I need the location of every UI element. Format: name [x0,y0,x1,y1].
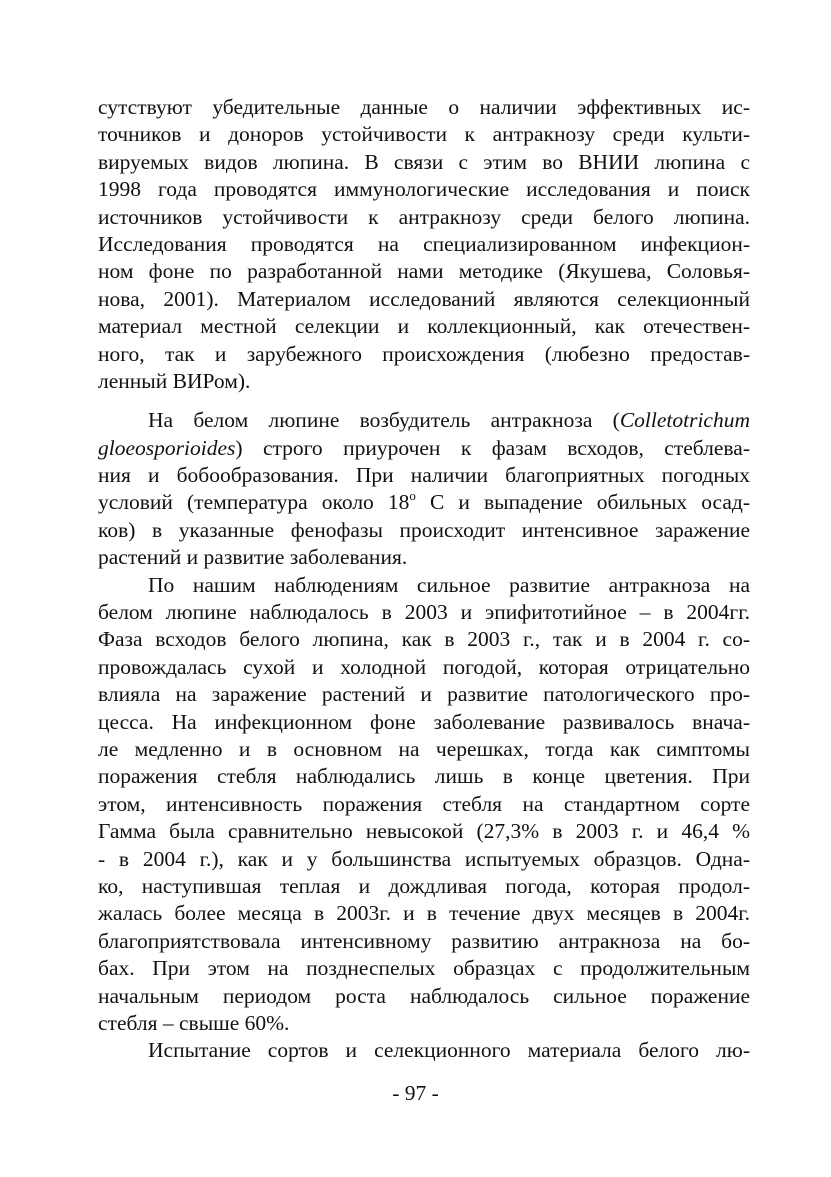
paragraph-4 [98,1037,750,1064]
text-line [98,435,750,462]
text-line: 1998 года проводятся иммунологические исследования и поиск [98,177,750,202]
text-line: бах. При этом на позднеспелых образцах с продолжительным [98,956,750,981]
text-line: влияла на заражение растений и развитие патологического про- [98,682,750,707]
text-line: ко, наступившая теплая и дождливая погода, которая продол- [98,873,750,898]
text-line: ном фоне по разработанной нами методике (Якушева, Соловья- [98,259,750,284]
text-line: поражения стебля наблюдались лишь в конце цветения. При [98,764,750,789]
text-line: провождалась сухой и холодной погодой, которая отрицательно [98,654,750,679]
text-line [98,407,750,434]
text-line: начальным периодом роста наблюдалось сильное поражение [98,983,750,1008]
paragraph-spacer [98,395,750,407]
text-line: жалась более месяца в 2003г. и в течение двух месяцев в 2004г. [98,901,750,926]
text-line: Испытание сортов и селекционного материала белого лю- [148,1038,750,1063]
body-text [98,94,750,1065]
text-line: сутствуют убедительные данные о наличии эффективных ис- [98,95,750,119]
text-line: Фаза всходов белого люпина, как в 2003 г., так и в 2004 г. со- [98,627,750,652]
paragraph-1 [98,94,750,395]
text-run: ) строго приурочен к фазам всходов, стеблева- [235,435,750,460]
text-line: этом, интенсивность поражения стебля на стандартном сорте [98,791,750,816]
text-line: - в 2004 г.), как и у большинства испытуемых образцов. Одна- [98,846,750,871]
text-run: условий (температура около 18 [98,490,410,515]
paragraph-3 [98,572,750,1038]
text-line: благоприятствовала интенсивному развитию антракноза на бо- [98,928,750,953]
text-line: растений и развитие заболевания. [98,545,408,570]
text-line: стебля – свыше 60%. [98,1010,290,1035]
text-line: По нашим наблюдениям сильное развитие антракноза на [148,572,750,597]
text-line: Исследования проводятся на специализированном инфекцион- [98,231,750,256]
text-line: ния и бобообразования. При наличии благоприятных погодных [98,463,750,488]
species-name-part: Colletotrichum [619,408,750,433]
text-line: ного, так и зарубежного происхождения (любезно предостав- [98,341,750,366]
species-name-part: gloeosporioides [98,435,236,460]
text-line: ле медленно и в основном на черешках, тогда как симптомы [98,736,750,761]
text-line: материал местной селекции и коллекционный, как отечествен- [98,314,750,339]
text-run: С и выпадение обильных осад- [415,490,750,515]
text-line: источников устойчивости к антракнозу среди белого люпина. [98,204,750,229]
text-line: вируемых видов люпина. В связи с этим во ВНИИ люпина с [98,149,750,174]
paragraph-2 [98,407,750,571]
text-run: На белом люпине возбудитель антракноза ( [148,408,620,433]
degree-superscript: o [409,488,416,504]
text-line: белом люпине наблюдалось в 2003 и эпифитотийное – в 2004гг. [98,600,750,625]
text-line [98,489,750,516]
text-line: Гамма была сравнительно невысокой (27,3% в 2003 г. и 46,4 % [98,819,750,844]
page-number: - 97 - [392,1081,439,1105]
text-line: нова, 2001). Материалом исследований являются селекционный [98,286,750,311]
text-line: точников и доноров устойчивости к антракнозу среди культи- [98,122,750,147]
text-line: цесса. На инфекционном фоне заболевание развивалось внача- [98,709,750,734]
text-line: ленный ВИРом). [98,368,251,393]
text-line: ков) в указанные фенофазы происходит интенсивное заражение [98,517,750,542]
